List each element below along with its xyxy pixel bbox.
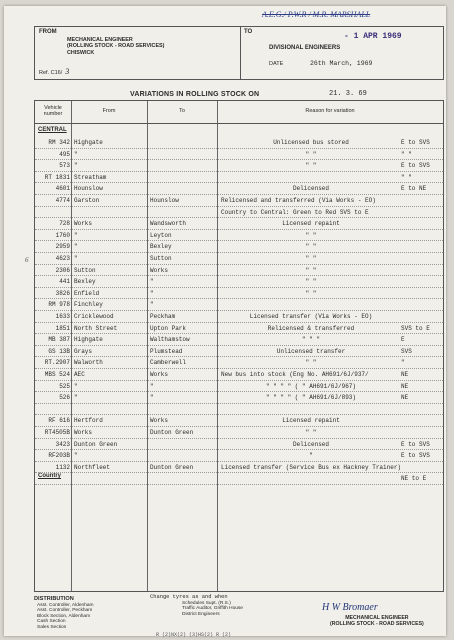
margin-mark: 6 — [25, 256, 29, 264]
row-divider — [35, 287, 443, 288]
distribution-line: Asst. Controller, Aldenham — [37, 603, 94, 608]
cell-reason: Unlicensed transfer — [276, 347, 346, 355]
cell-to: Dunton Green — [150, 463, 194, 471]
row-divider — [35, 368, 443, 369]
cell-reason: " " — [305, 359, 317, 367]
cell-from: " — [74, 150, 78, 158]
header-vehicle-line: number — [43, 111, 63, 117]
cell-dest: SVS to E — [401, 324, 430, 332]
cell-vehicle: 2959 — [55, 243, 70, 251]
distribution-list — [37, 603, 94, 630]
cell-reason: " " — [305, 255, 317, 262]
signature: H W Bromaer — [322, 602, 378, 613]
row-divider — [35, 310, 443, 311]
row-divider — [35, 345, 443, 346]
cell-from: North Street — [74, 324, 118, 332]
cell-reason: Licensed repaint — [282, 417, 340, 425]
cell-reason: Delicensed — [292, 185, 329, 193]
cell-from: Works — [74, 220, 93, 228]
cell-from: Enfield — [74, 289, 100, 297]
cell-dest: NE — [401, 394, 409, 402]
cell-dest: E to NE — [401, 185, 427, 193]
cell-to: Works — [150, 266, 169, 274]
cell-from: " — [74, 243, 78, 251]
cell-reason: " " " " ( " AH691/6J/893) — [265, 394, 356, 402]
row-divider — [35, 194, 443, 195]
cell-vehicle: 3423 — [55, 440, 70, 448]
column-divider — [147, 101, 148, 591]
header-vehicle — [35, 105, 71, 117]
cell-dest: NE — [401, 371, 409, 378]
cell-reason: " " — [305, 266, 317, 274]
cell-reason: " " — [305, 162, 317, 170]
cell-dest: NE to E — [401, 475, 427, 483]
cell-dest: E to SVS — [401, 452, 430, 460]
row-divider — [35, 217, 443, 218]
column-divider — [217, 101, 218, 591]
cell-to: " — [150, 289, 154, 297]
variations-table — [34, 100, 444, 592]
cell-to: Walthamstow — [150, 336, 190, 344]
from-line: MECHANICAL ENGINEER — [67, 37, 133, 43]
cell-to: Hounslow — [150, 197, 179, 204]
row-divider — [35, 356, 443, 357]
cell-vehicle: MBS 524 — [44, 371, 70, 378]
cell-vehicle: 495 — [59, 150, 70, 158]
cell-reason: Country to Central: Green to Red SVS to E — [221, 208, 369, 216]
cell-reason: " " — [305, 231, 317, 239]
cell-dest: " — [401, 359, 405, 367]
cell-dest: E to SVS — [401, 162, 430, 170]
row-divider — [35, 264, 443, 265]
row-divider — [35, 298, 443, 299]
from-label: FROM — [39, 29, 57, 35]
cell-dest: " " — [401, 150, 412, 158]
header-vehicle-line: Vehicle — [44, 105, 62, 111]
ref-label: Ref. C16/ — [39, 70, 63, 76]
cell-to: Upton Park — [150, 324, 187, 332]
cell-to: Plumstead — [150, 347, 183, 355]
cell-vehicle: RT.2907 — [44, 359, 70, 367]
cell-reason: Delicensed — [292, 440, 329, 448]
cell-reason: Licensed repaint — [282, 220, 340, 228]
cell-from: Hounslow — [74, 185, 103, 193]
cell-from: " — [74, 394, 78, 402]
row-divider — [35, 252, 443, 253]
cell-from: Dunton Green — [74, 440, 118, 448]
row-divider — [35, 240, 443, 241]
row-divider — [35, 148, 443, 149]
cell-to: Wandsworth — [150, 220, 187, 228]
reference — [39, 67, 69, 76]
distribution-line: Sales Section — [37, 624, 67, 630]
row-divider — [35, 322, 443, 323]
cell-to: Peckham — [150, 313, 176, 320]
cell-vehicle: 1851 — [55, 324, 70, 332]
cell-vehicle: 526 — [59, 394, 70, 402]
ref-value: 3 — [65, 67, 70, 76]
cell-from: Highgate — [74, 139, 103, 146]
row-divider — [35, 449, 443, 450]
distribution-line: Asst. Controller, Peckham — [37, 608, 93, 614]
row-divider — [35, 182, 443, 183]
distribution-line: Cash Section — [37, 619, 66, 625]
cell-reason: Relicensed & transferred — [267, 324, 355, 332]
cell-from: Sutton — [74, 266, 96, 274]
cell-to: Bexley — [150, 243, 172, 251]
cell-vehicle: 525 — [59, 382, 70, 390]
cell-dest: " " — [401, 173, 412, 181]
cell-to: Camberwell — [150, 359, 187, 367]
date-label: DATE — [269, 61, 284, 67]
row-divider — [35, 426, 443, 427]
row-divider — [35, 472, 443, 473]
cell-from: Northfleet — [74, 463, 111, 471]
cell-reason: Licensed transfer (Via Works - EO) — [249, 313, 373, 320]
row-divider — [35, 229, 443, 230]
cell-vehicle: 1760 — [55, 231, 70, 239]
cell-dest: SVS — [401, 347, 412, 355]
cell-vehicle: MB 387 — [48, 336, 70, 344]
cell-reason: New bus into stock (Eng No. AH691/6J/937/ — [221, 371, 369, 378]
table-header — [35, 101, 443, 124]
signer-line: (ROLLING STOCK - ROAD SERVICES) — [330, 621, 424, 627]
page-title: VARIATIONS IN ROLLING STOCK ON — [130, 91, 260, 98]
date-value: 26th March, 1969 — [310, 60, 373, 67]
header-divider — [240, 27, 241, 79]
cell-from: Bexley — [74, 278, 96, 286]
cell-reason: " " " " ( " AH691/6J/967) — [265, 382, 356, 390]
row-divider — [35, 414, 443, 415]
cell-vehicle: RF203B — [48, 452, 70, 460]
tyre-note: Change tyres as and when — [150, 594, 228, 600]
header-reason: Reason for variation — [305, 108, 355, 114]
row-divider — [35, 461, 443, 462]
copy-line: Schedules Supt. (R.S.) — [182, 601, 231, 606]
cell-from: Walworth — [74, 359, 103, 367]
cell-from: AEC — [74, 371, 85, 378]
cell-vehicle: GS 13B — [48, 347, 70, 355]
row-divider — [35, 206, 443, 207]
signer-line: MECHANICAL ENGINEER — [345, 615, 409, 621]
row-divider — [35, 159, 443, 160]
cell-vehicle: 1633 — [55, 313, 70, 320]
cell-vehicle: 4623 — [55, 255, 70, 262]
row-divider — [35, 391, 443, 392]
received-stamp: - 1 APR 1969 — [344, 32, 402, 41]
cell-reason: " " — [305, 289, 317, 297]
cell-to: " — [150, 278, 154, 286]
cell-reason: Licensed transfer (Service Bus ex Hackney Trainer) — [221, 463, 402, 471]
cell-reason: " " — [305, 278, 317, 286]
cell-from: Finchley — [74, 301, 103, 309]
row-divider — [35, 333, 443, 334]
cell-from: " — [74, 452, 78, 460]
header-to: To — [179, 108, 185, 114]
cell-vehicle: 4601 — [55, 185, 70, 193]
cell-from: Grays — [74, 347, 93, 355]
cell-reason: " " — [305, 150, 317, 158]
cell-to: " — [150, 382, 154, 390]
cell-reason: Unlicensed bus stored — [273, 139, 349, 146]
from-line: CHISWICK — [67, 49, 95, 56]
copy-line: Traffic Auditor, Griffith House — [182, 606, 243, 612]
cell-from: Works — [74, 429, 93, 436]
distribution-line: Block Section, Aldenham — [37, 613, 91, 619]
cell-reason: " " " — [301, 336, 320, 344]
cell-vehicle: RM 978 — [48, 301, 70, 309]
cell-from: Highgate — [74, 336, 103, 344]
cell-dest: E to SVS — [401, 139, 430, 146]
cell-vehicle: 2306 — [55, 266, 70, 274]
to-label: TO — [244, 29, 253, 35]
row-divider — [35, 484, 443, 485]
cell-reason: " — [309, 452, 313, 460]
cell-vehicle: RT4505B — [44, 429, 70, 436]
cell-reason: Relicensed and transferred (Via Works - EO) — [221, 197, 376, 204]
cell-from: " — [74, 231, 78, 239]
cell-to: Sutton — [150, 255, 172, 262]
cell-vehicle: 3826 — [55, 289, 70, 297]
cell-to: Works — [150, 417, 169, 425]
cell-vehicle: 4774 — [55, 197, 70, 204]
cell-from: Cricklewood — [74, 313, 114, 320]
cell-vehicle: RM 342 — [48, 139, 70, 146]
cell-dest: NE — [401, 382, 409, 390]
row-divider — [35, 171, 443, 172]
to-addressee: DIVISIONAL ENGINEERS — [269, 45, 341, 51]
cell-vehicle: RT 1831 — [44, 173, 70, 181]
cell-vehicle: 441 — [59, 278, 70, 286]
cell-from: Streatham — [74, 173, 107, 181]
cell-to: Leyton — [150, 231, 172, 239]
cell-from: " — [74, 382, 78, 390]
title-date: 21. 3. 69 — [329, 90, 367, 98]
cell-vehicle: RF 616 — [48, 417, 70, 425]
row-divider — [35, 380, 443, 381]
from-address — [67, 37, 164, 56]
row-divider — [35, 403, 443, 404]
section-country: Country — [38, 473, 61, 479]
handwritten-addressees: A.E.G./ P.W.R / M.R. MARSHALL — [262, 10, 371, 19]
cell-to: Works — [150, 371, 169, 378]
cell-from: " — [74, 162, 78, 170]
cell-to: " — [150, 394, 154, 402]
document-sheet — [4, 6, 446, 636]
distribution-code: R (2)NX(2) (3)HS(2) R (2) — [156, 632, 232, 638]
copy-list — [182, 601, 243, 617]
header-from: From — [102, 108, 116, 114]
cell-dest: E to SVS — [401, 440, 430, 448]
cell-vehicle: 1132 — [55, 463, 70, 471]
cell-dest: E — [401, 336, 405, 344]
cell-from: Garston — [74, 197, 100, 204]
cell-to: Dunton Green — [150, 429, 194, 436]
cell-from: Hertford — [74, 417, 103, 425]
copy-line: District Engineers — [182, 611, 220, 617]
cell-to: " — [150, 301, 154, 309]
distribution-label: DISTRIBUTION — [34, 596, 74, 602]
row-divider — [35, 275, 443, 276]
cell-reason: " " — [305, 243, 317, 251]
section-central: CENTRAL — [38, 127, 67, 133]
column-divider — [71, 101, 72, 591]
signer-title — [330, 615, 424, 627]
cell-reason: " " — [305, 429, 317, 436]
cell-vehicle: 728 — [59, 220, 70, 228]
row-divider — [35, 438, 443, 439]
cell-from: " — [74, 255, 78, 262]
cell-vehicle: 573 — [59, 162, 70, 170]
from-line: (ROLLING STOCK - ROAD SERVICES) — [67, 43, 165, 50]
